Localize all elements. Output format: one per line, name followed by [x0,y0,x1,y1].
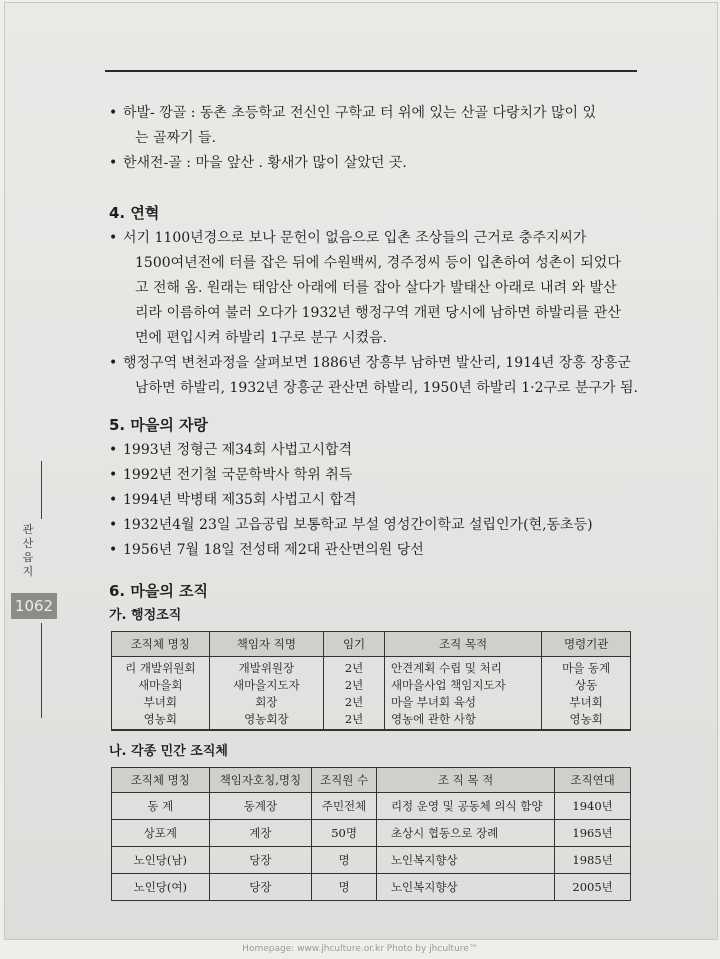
table-header-row [112,768,631,793]
cell-text: 상동 [575,678,598,692]
table-row [112,657,631,731]
org-section [109,579,644,604]
table-cell: 동계장 [209,793,312,820]
pride-item: • 1956년 7월 18일 전성태 제2대 관산면의원 당선 [109,538,644,563]
cell-text: 영농에 관한 사항 [390,712,477,726]
side-char: 관 [22,523,34,536]
cell-text: 새마을회 [138,678,183,692]
history-p1-line3: 고 전해 옴. 원래는 태암산 아래에 터를 잡아 살다가 발태산 아래로 내려 와 발산 [135,280,617,296]
civil-org-subheading: 나. 각종 민간 조직체 [109,744,228,759]
table-cell: 당장 [209,874,312,901]
pride-heading: 5. 마을의 자랑 [109,416,209,434]
table-header: 조직체 명칭 [112,632,210,657]
table-cell: 1965년 [555,820,631,847]
table-header-row [112,632,631,657]
cell-text: 부녀회 [143,695,177,709]
table-row [112,847,631,874]
bullet-habal: • 하발- 깡골 : 동촌 초등학교 전신인 구학교 터 위에 있는 산골 다랑치가 많이 있 [109,101,644,126]
header-rule [105,70,637,72]
cell-text: 회장 [255,695,278,709]
cell-text: 마을 동계 [562,661,611,675]
cell-text: 영농회 [143,712,177,726]
table-cell: 당장 [209,847,312,874]
purpose-cell [384,657,541,731]
pride-item: • 1932년4월 23일 고읍공립 보통학교 부설 영성간이학교 설립인가(현,동초등) [109,513,644,538]
cell-text: 리 개발위원회 [125,661,196,675]
pride-section [109,413,644,563]
cell-text: 2년 [344,712,364,726]
table-cell: 리정 운영 및 공동체 의식 함양 [376,793,554,820]
table-header: 조직체 명칭 [112,768,210,793]
org-heading: 6. 마을의 조직 [109,582,209,600]
table-cell: 1985년 [555,847,631,874]
pride-item: • 1994년 박병태 제35회 사법고시 합격 [109,488,644,513]
history-p2-line1: • 행정구역 변천과정을 살펴보면 1886년 장흥부 남하면 발산리, 1914년 장흥 장흥군 [109,351,644,376]
table-cell: 노인복지향상 [376,847,554,874]
table-cell: 계장 [209,820,312,847]
cell-text: 영농회 [569,712,603,726]
margin-line-top [41,461,42,519]
cell-text: 안견계획 수립 및 처리 [390,661,502,675]
bullet-habal-cont: 는 골짜기 들. [135,130,216,146]
command-org-cell [542,657,631,731]
table-cell: 1940년 [555,793,631,820]
table-cell: 상포계 [112,820,210,847]
civil-org-table [111,767,631,901]
table-header: 조 직 목 적 [376,768,554,793]
table-header: 명령기관 [542,632,631,657]
table-header: 조직 목적 [384,632,541,657]
footer-credit: Homepage: www.jhculture.or.kr Photo by jhculture™ [242,944,478,954]
cell-text: 2년 [344,661,364,675]
cell-text: 2년 [344,678,364,692]
term-cell [324,657,385,731]
history-section [109,201,644,401]
history-heading: 4. 연혁 [109,204,160,222]
history-p1-line2: 1500여년전에 터를 잡은 뒤에 수원백씨, 경주정씨 등이 입촌하여 성촌이 되었다 [135,255,621,271]
book-page [4,2,718,940]
table-cell: 명 [312,874,377,901]
table-header: 책임자호칭,명칭 [209,768,312,793]
history-p1-line4: 리라 이름하여 불러 오다가 1932년 행정구역 개편 당시에 남하면 하발리를 관산 [135,305,621,321]
table-cell: 동 계 [112,793,210,820]
table-header: 조직연대 [555,768,631,793]
table-header: 임기 [324,632,385,657]
org-name-cell [112,657,210,731]
pride-item: • 1993년 정형근 제34회 사법고시합격 [109,438,644,463]
table-cell: 주민전체 [312,793,377,820]
cell-text: 마을 부녀회 육성 [390,695,477,709]
table-cell: 50명 [312,820,377,847]
admin-org-table [111,631,631,731]
cell-text: 새마을사업 책임지도자 [390,678,506,692]
table-cell: 초상시 협동으로 장례 [376,820,554,847]
cell-text: 영농회장 [244,712,289,726]
bullet-hansaejeon: • 한새전-골 : 마을 앞산 . 황새가 많이 살았던 곳. [109,151,644,176]
table-cell: 노인당(여) [112,874,210,901]
org-sub1 [109,603,644,628]
table-row [112,874,631,901]
side-char: 지 [22,565,34,578]
history-p1-line1: • 서기 1100년경으로 보나 문헌이 없음으로 입촌 조상들의 근거로 충주지씨가 [109,226,644,251]
cell-text: 2년 [344,695,364,709]
table-cell: 노인당(남) [112,847,210,874]
cell-text: 개발위원장 [238,661,295,675]
org-sub2 [109,739,644,764]
margin-line-bottom [41,623,42,718]
table-cell: 2005년 [555,874,631,901]
history-p1-line5: 면에 편입시켜 하발리 1구로 분구 시켰음. [135,330,387,346]
cell-text: 새마을지도자 [233,678,300,692]
side-char: 산 [22,537,34,550]
admin-org-subheading: 가. 행정조직 [109,608,182,623]
table-cell: 명 [312,847,377,874]
book-title-vertical [13,523,43,579]
table-row [112,793,631,820]
side-char: 읍 [22,551,34,564]
table-row [112,820,631,847]
cell-text: 부녀회 [569,695,603,709]
table-cell: 노인복지향상 [376,874,554,901]
title-cell [209,657,324,731]
pride-item: • 1992년 전기철 국문학박사 학위 취득 [109,463,644,488]
table-header: 책임자 직명 [209,632,324,657]
table-header: 조직원 수 [312,768,377,793]
page-number: 1062 [11,593,57,619]
top-bullets [109,101,644,176]
history-p2-line2: 남하면 하발리, 1932년 장흥군 관산면 하발리, 1950년 하발리 1·2구로 분구가 됨. [135,380,638,396]
